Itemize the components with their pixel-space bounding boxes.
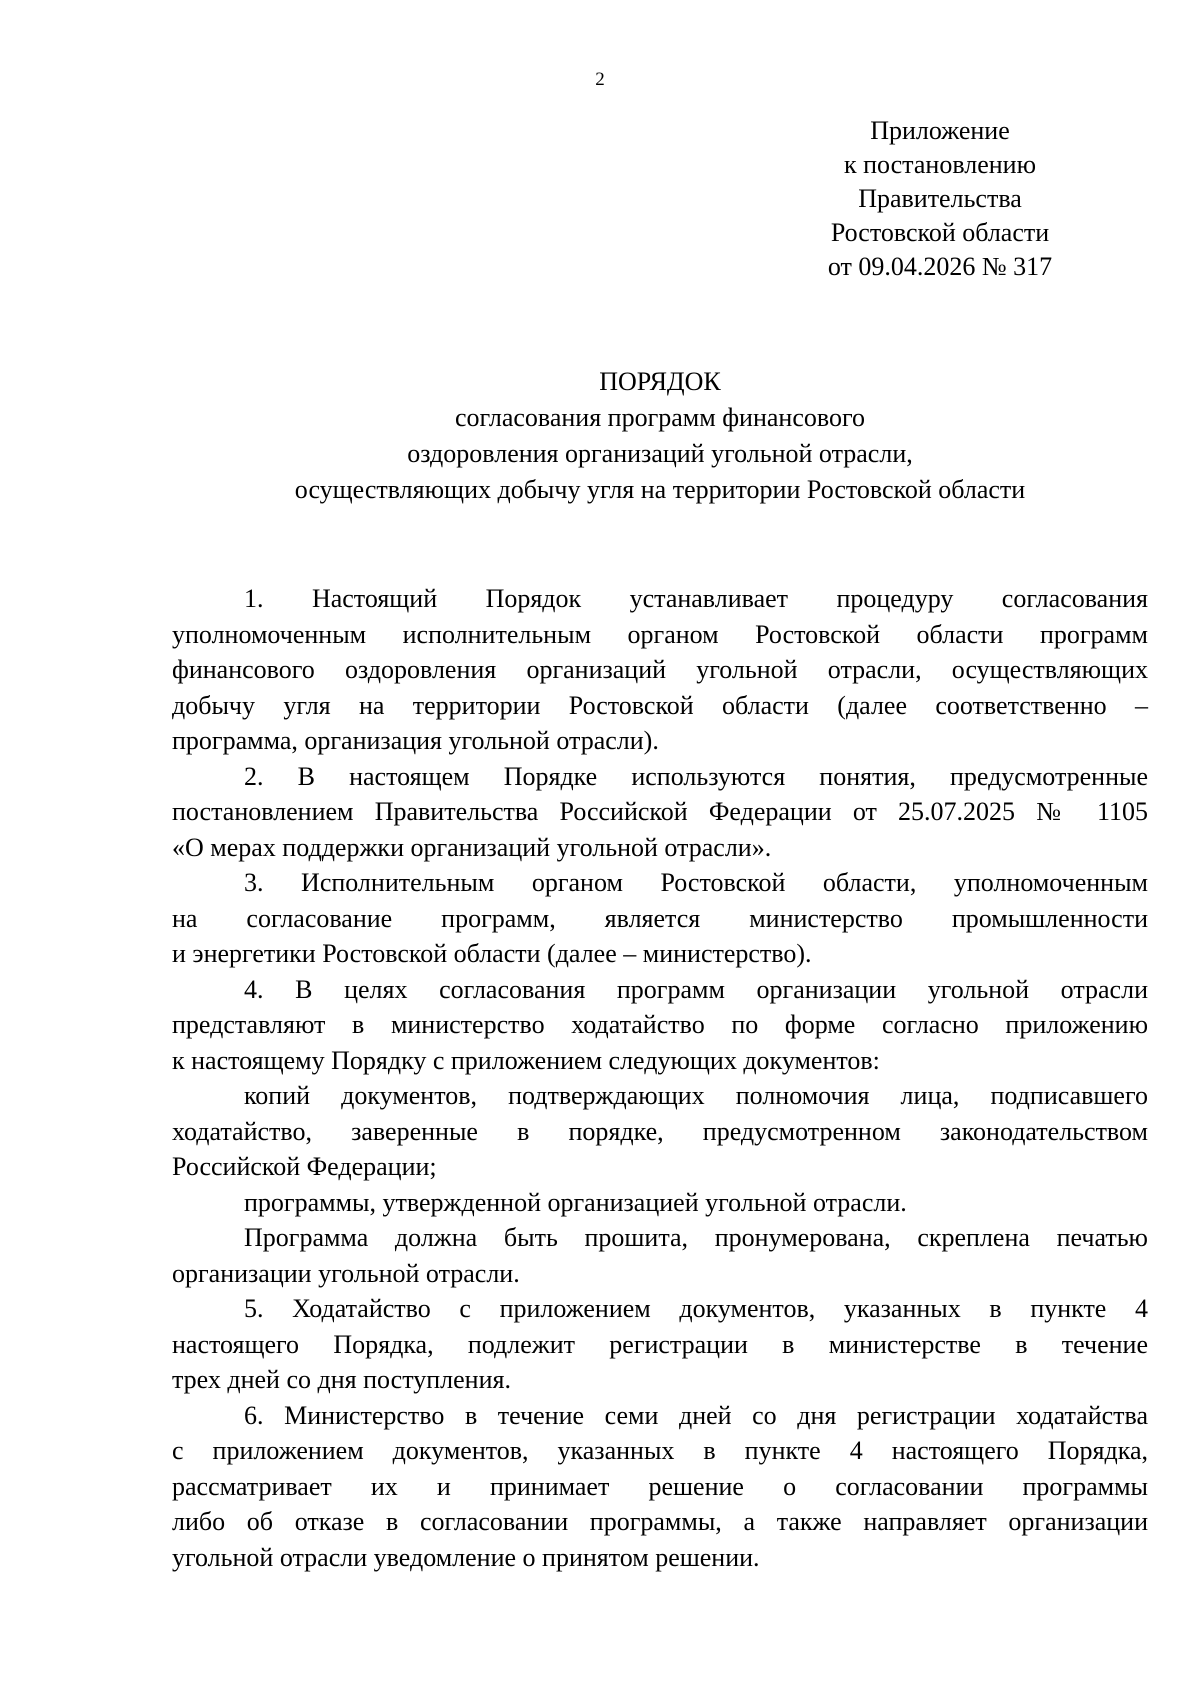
title-line: согласования программ финансового (454, 403, 865, 432)
appendix-line: Правительства (858, 184, 1022, 213)
paragraph-line: организации угольной отрасли. (172, 1258, 520, 1288)
title-line: оздоровления организаций угольной отрасли, (407, 439, 913, 468)
paragraph-line: программы, утвержденной организацией угольной отрасли. (244, 1187, 907, 1217)
paragraph-line: представляют в министерство ходатайство по форме согласно приложению (172, 1010, 1148, 1039)
paragraph-line: с приложением документов, указанных в пункте 4 настоящего Порядка, (172, 1436, 1148, 1465)
paragraph-line: ходатайство, заверенные в порядке, предусмотренном законодательством (172, 1116, 1148, 1146)
document-title (160, 364, 1160, 508)
paragraph-line: рассматривает их и принимает решение о согласовании программы (172, 1471, 1148, 1501)
appendix-line: Приложение (870, 116, 1010, 145)
paragraph-line: «О мерах поддержки организаций угольной отрасли». (172, 832, 772, 862)
appendix-block (790, 114, 1090, 284)
paragraph (172, 581, 1148, 759)
paragraph-line: и энергетики Ростовской области (далее – министерство). (172, 939, 812, 968)
document-body (172, 581, 1148, 1575)
paragraph (172, 1078, 1148, 1185)
appendix-line: к постановлению (843, 150, 1037, 179)
paragraph-line: угольной отрасли уведомление о принятом решении. (172, 1542, 760, 1572)
paragraph (172, 1291, 1148, 1398)
paragraph-line: 3. Исполнительным органом Ростовской области, уполномоченным (244, 868, 1148, 897)
paragraph-line: 6. Министерство в течение семи дней со дня регистрации ходатайства (244, 1400, 1148, 1430)
paragraph (172, 1398, 1148, 1576)
title-line: осуществляющих добычу угля на территории Ростовской области (294, 475, 1026, 504)
page-number: 2 (595, 69, 605, 90)
appendix-line: Ростовской области (830, 218, 1050, 247)
paragraph-line: 2. В настоящем Порядке используются понятия, предусмотренные (244, 761, 1148, 791)
paragraph-line: программа, организация угольной отрасли). (172, 726, 659, 755)
appendix-line: от 09.04.2026 № 317 (827, 252, 1053, 281)
title-heading: ПОРЯДОК (599, 367, 721, 396)
paragraph-line: постановлением Правительства Российской Федерации от 25.07.2025 № 1105 (172, 797, 1148, 826)
paragraph-line: к настоящему Порядку с приложением следующих документов: (172, 1045, 880, 1075)
paragraph-line: 1. Настоящий Порядок устанавливает процедуру согласования (244, 584, 1148, 613)
paragraph (172, 1220, 1148, 1291)
paragraph-line: Российской Федерации; (172, 1152, 437, 1181)
paragraph-line: Программа должна быть прошита, пронумерована, скреплена печатью (244, 1223, 1148, 1252)
paragraph-line: на согласование программ, является министерство промышленности (172, 903, 1148, 933)
paragraph (172, 972, 1148, 1079)
paragraph (172, 1185, 1148, 1221)
paragraph-line: либо об отказе в согласовании программы, а также направляет организации (172, 1507, 1148, 1536)
paragraph-line: настоящего Порядка, подлежит регистрации в министерстве в течение (172, 1329, 1148, 1359)
paragraph-line: уполномоченным исполнительным органом Ростовской области программ (172, 619, 1148, 649)
paragraph-line: финансового оздоровления организаций угольной отрасли, осуществляющих (172, 655, 1148, 684)
paragraph-line: 5. Ходатайство с приложением документов, указанных в пункте 4 (244, 1294, 1148, 1323)
paragraph-line: 4. В целях согласования программ организации угольной отрасли (244, 974, 1148, 1004)
paragraph-line: копий документов, подтверждающих полномочия лица, подписавшего (244, 1081, 1148, 1110)
paragraph-line: трех дней со дня поступления. (172, 1365, 511, 1394)
paragraph (172, 759, 1148, 866)
paragraph (172, 865, 1148, 972)
paragraph-line: добычу угля на территории Ростовской области (далее соответственно – (172, 690, 1148, 720)
